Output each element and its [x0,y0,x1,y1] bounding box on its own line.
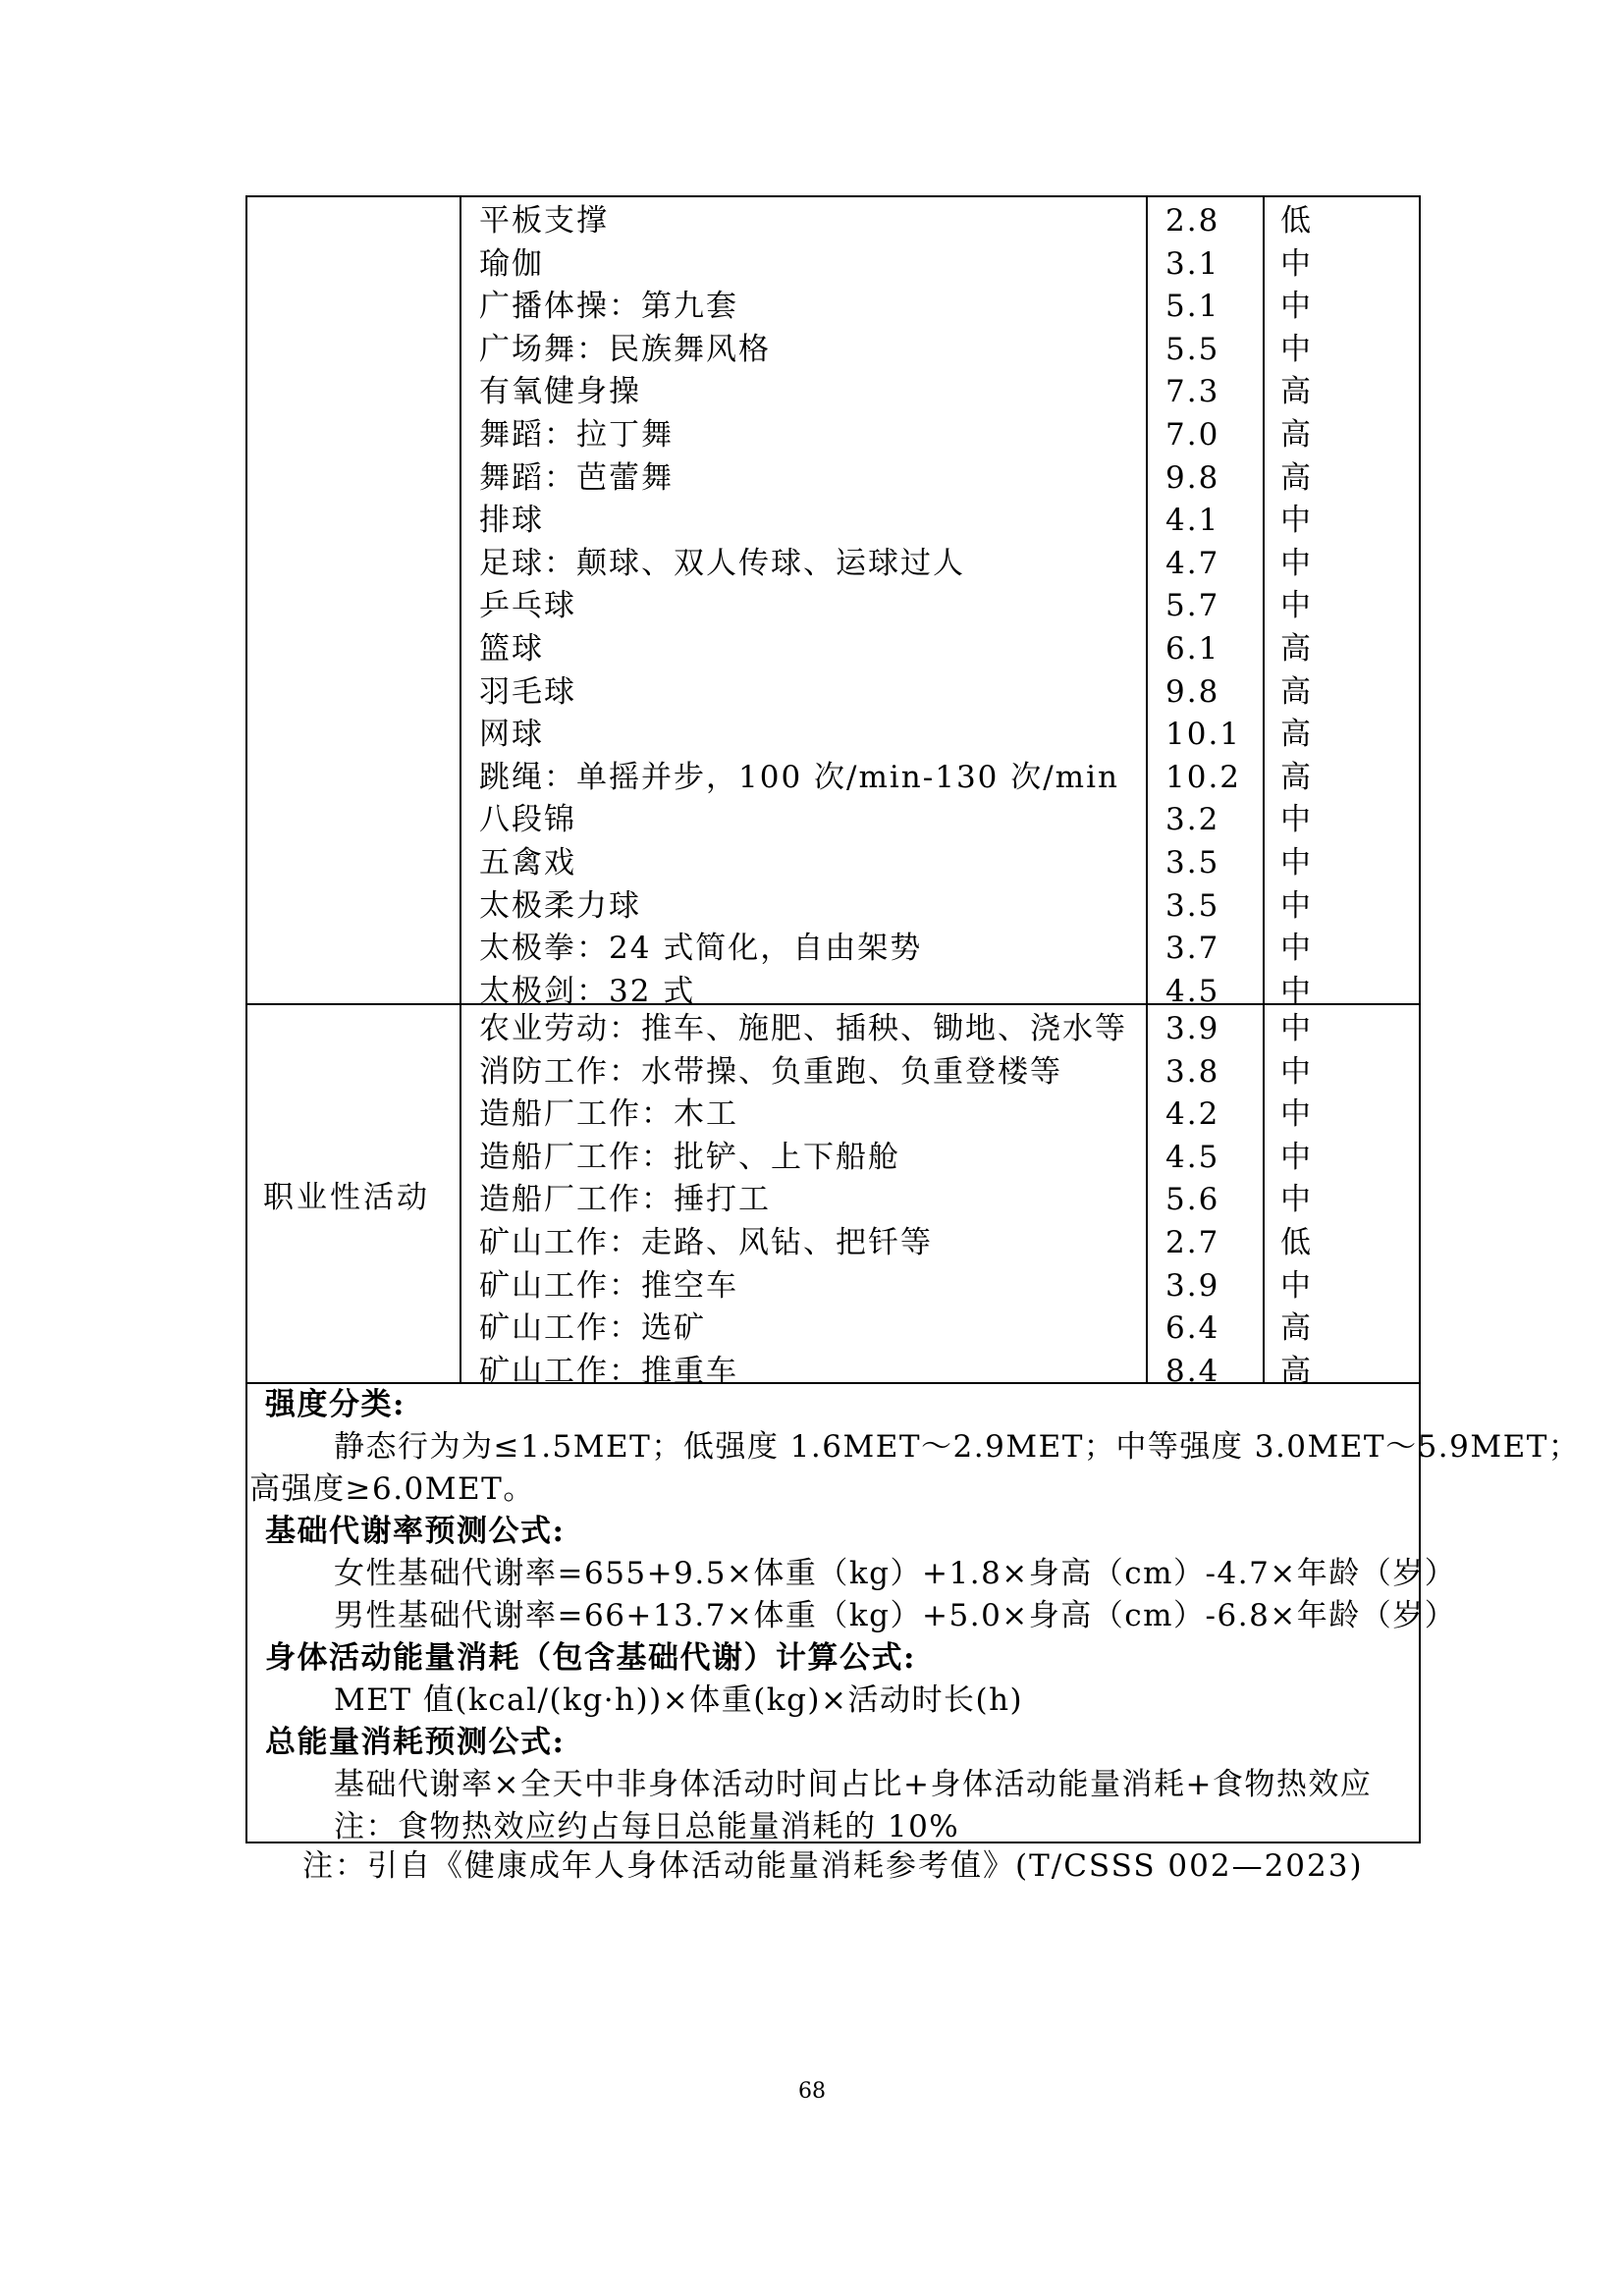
activity-cell: 矿山工作：推空车 [479,1267,738,1304]
met-cell: 4.7 [1165,545,1220,581]
notes-section [247,1384,1581,1848]
activity-cell: 舞蹈：芭蕾舞 [479,459,674,496]
intensity-cell: 中 [1280,1096,1313,1133]
activity-cell: 农业劳动：推车、施肥、插秧、锄地、浇水等 [479,1011,1127,1046]
activity-cell: 矿山工作：选矿 [479,1310,706,1347]
intensity-cell: 中 [1280,845,1313,881]
activity-cell: 太极柔力球 [479,887,641,924]
met-cell: 7.3 [1165,374,1220,410]
bmr-heading: 基础代谢率预测公式: [265,1514,566,1549]
met-cell: 3.5 [1165,887,1220,924]
source-note: 注：引自《健康成年人身体活动能量消耗参考值》(T/CSSS 002—2023) [302,1848,1364,1884]
activity-cell: 广场舞：民族舞风格 [479,331,771,367]
activity-cell: 舞蹈：拉丁舞 [479,417,674,453]
met-cell: 6.4 [1165,1310,1220,1347]
met-cell: 8.4 [1165,1353,1220,1389]
intensity-cell: 中 [1280,802,1313,838]
met-cell: 5.5 [1165,331,1220,367]
category-label-occupational: 职业性活动 [263,1180,430,1215]
column-rule-2 [1146,197,1148,1382]
activity-cell: 排球 [479,503,544,539]
intensity-cell: 中 [1280,1139,1313,1175]
intensity-cell: 中 [1280,331,1313,367]
intensity-cell: 高 [1280,631,1313,667]
met-cell: 2.8 [1165,203,1220,239]
activity-cell: 广播体操：第九套 [479,289,738,325]
met-cell: 3.9 [1165,1011,1220,1046]
intensity-cell: 中 [1280,289,1313,325]
activity-cell: 乒乓球 [479,588,576,624]
intensity-cell: 高 [1280,1310,1313,1347]
activity-energy-heading: 身体活动能量消耗（包含基础代谢）计算公式: [265,1640,916,1676]
intensity-cell: 低 [1280,1225,1313,1260]
intensity-line-1: 静态行为为≤1.5MET；低强度 1.6MET～2.9MET；中等强度 3.0MET～5.9MET； [334,1429,1581,1465]
met-cell: 9.8 [1165,459,1220,496]
total-energy-heading: 总能量消耗预测公式: [265,1725,566,1760]
met-cell: 6.1 [1165,631,1220,667]
met-cell: 3.8 [1165,1053,1220,1090]
page-number: 68 [798,2079,826,2104]
intensity-cell: 高 [1280,673,1313,710]
met-cell: 4.1 [1165,503,1220,539]
met-cell: 7.0 [1165,417,1220,453]
total-energy-formula: 基础代谢率×全天中非身体活动时间占比+身体活动能量消耗+食物热效应 [334,1767,1373,1802]
bmr-female-formula: 女性基础代谢率=655+9.5×体重（kg）+1.8×身高（cm）-4.7×年龄（岁） [334,1556,1457,1591]
activity-cell: 造船厂工作：捶打工 [479,1182,771,1218]
intensity-cell: 高 [1280,374,1313,410]
intensity-cell: 中 [1280,545,1313,581]
met-cell: 4.5 [1165,1139,1220,1175]
activity-cell: 造船厂工作：批铲、上下船舱 [479,1139,900,1175]
group-divider [247,1003,1419,1005]
column-rule-1 [460,197,461,1382]
intensity-heading: 强度分类: [265,1387,406,1422]
activity-cell: 跳绳：单摇并步，100 次/min-130 次/min [479,759,1119,795]
met-cell: 4.5 [1165,973,1220,1009]
activity-cell: 足球：颠球、双人传球、运球过人 [479,545,965,581]
met-cell: 5.6 [1165,1182,1220,1218]
activity-cell: 平板支撑 [479,203,609,239]
intensity-cell: 中 [1280,887,1313,924]
total-energy-note: 注：食物热效应约占每日总能量消耗的 10% [334,1809,960,1844]
intensity-cell: 中 [1280,1011,1313,1046]
activity-cell: 八段锦 [479,802,576,838]
bmr-male-formula: 男性基础代谢率=66+13.7×体重（kg）+5.0×身高（cm）-6.8×年龄（岁） [334,1598,1457,1633]
activity-cell: 网球 [479,717,544,753]
activity-cell: 太极拳：24 式简化，自由架势 [479,931,923,967]
intensity-cell: 高 [1280,759,1313,795]
intensity-cell: 中 [1280,245,1313,282]
intensity-cell: 中 [1280,1267,1313,1304]
met-cell: 3.9 [1165,1267,1220,1304]
activity-met-table [245,195,1581,1844]
met-cell: 5.1 [1165,289,1220,325]
intensity-cell: 低 [1280,203,1313,239]
intensity-cell: 中 [1280,1182,1313,1218]
activity-cell: 太极剑：32 式 [479,973,696,1009]
met-cell: 9.8 [1165,673,1220,710]
met-cell: 10.2 [1165,759,1242,795]
intensity-cell: 中 [1280,503,1313,539]
activity-cell: 篮球 [479,631,544,667]
intensity-cell: 高 [1280,417,1313,453]
activity-cell: 瑜伽 [479,245,544,282]
met-cell: 10.1 [1165,717,1242,753]
met-cell: 3.1 [1165,245,1220,282]
activity-energy-formula: MET 值(kcal/(kg·h))×体重(kg)×活动时长(h) [334,1682,1024,1718]
intensity-cell: 中 [1280,1053,1313,1090]
intensity-line-2: 高强度≥6.0MET。 [249,1471,535,1507]
met-cell: 3.5 [1165,845,1220,881]
activity-cell: 造船厂工作：木工 [479,1096,738,1133]
met-cell: 4.2 [1165,1096,1220,1133]
activity-cell: 消防工作：水带操、负重跑、负重登楼等 [479,1053,1062,1090]
intensity-cell: 中 [1280,588,1313,624]
met-cell: 2.7 [1165,1225,1220,1260]
intensity-cell: 高 [1280,1353,1313,1389]
activity-cell: 五禽戏 [479,845,576,881]
intensity-cell: 高 [1280,459,1313,496]
activity-cell: 矿山工作：走路、风钻、把钎等 [479,1225,933,1260]
intensity-cell: 中 [1280,973,1313,1009]
met-cell: 3.2 [1165,802,1220,838]
column-rule-3 [1263,197,1265,1382]
met-cell: 5.7 [1165,588,1220,624]
activity-cell: 羽毛球 [479,673,576,710]
met-cell: 3.7 [1165,931,1220,967]
intensity-cell: 高 [1280,717,1313,753]
intensity-cell: 中 [1280,931,1313,967]
activity-cell: 有氧健身操 [479,374,641,410]
activity-cell: 矿山工作：推重车 [479,1353,738,1389]
